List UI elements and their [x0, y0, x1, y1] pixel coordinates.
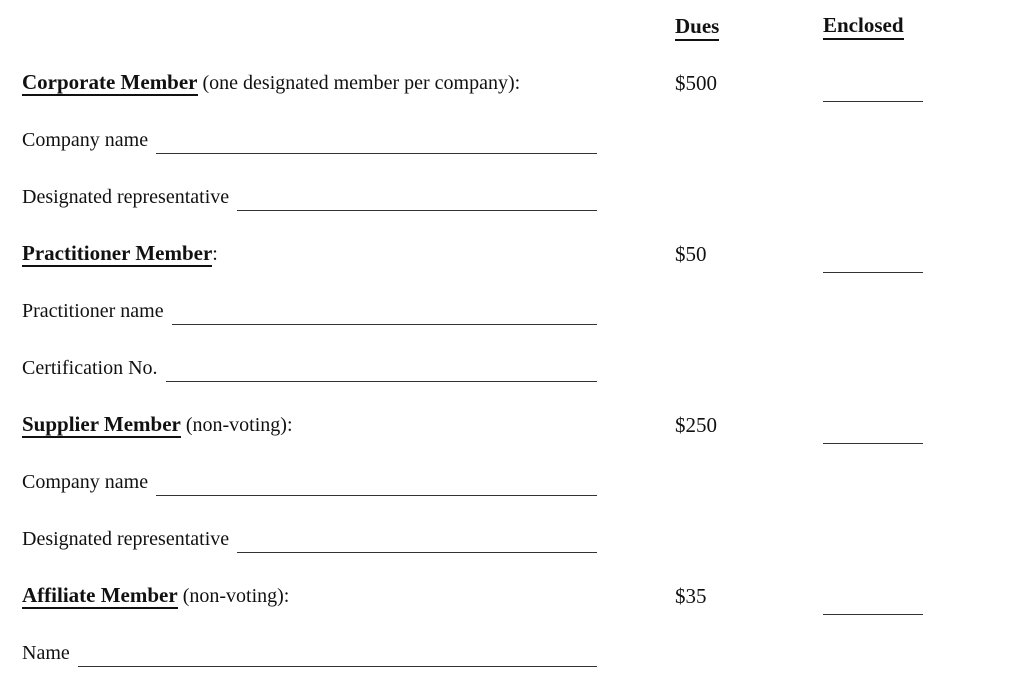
section-qualifier-supplier: (non-voting): — [180, 414, 293, 436]
dues-amount-affiliate: $35 — [675, 584, 707, 608]
section-heading-row-supplier — [0, 411, 1023, 468]
fill-in-line-designated-representative — [237, 525, 597, 553]
field-row — [0, 126, 1023, 183]
section-qualifier-affiliate: (non-voting): — [177, 585, 290, 607]
enclosed-blank-line-supplier — [823, 411, 923, 444]
field-row — [0, 525, 1023, 582]
field-label-company-name: Company name — [22, 471, 149, 493]
dues-amount-supplier: $250 — [675, 413, 717, 437]
section-qualifier-practitioner: : — [212, 243, 218, 265]
fill-in-line-designated-representative — [237, 183, 597, 211]
field-label-designated-representative: Designated representative — [22, 186, 230, 208]
dues-column-header: Dues — [675, 13, 719, 41]
section-heading-row-practitioner — [0, 240, 1023, 297]
fill-in-line-company-name — [156, 468, 597, 496]
column-header-row — [0, 12, 1023, 69]
field-label-practitioner-name: Practitioner name — [22, 300, 164, 322]
enclosed-blank-line-affiliate — [823, 582, 923, 615]
field-label-certification-no: Certification No. — [22, 357, 158, 379]
section-title-affiliate: Affiliate Member — [22, 583, 178, 607]
fill-in-line-practitioner-name — [172, 297, 597, 325]
enclosed-blank-line-corporate — [823, 69, 923, 102]
field-label-name: Name — [22, 642, 70, 664]
enclosed-blank-line-practitioner — [823, 240, 923, 273]
field-label-designated-representative: Designated representative — [22, 528, 230, 550]
dues-amount-practitioner: $50 — [675, 242, 707, 266]
enclosed-column-header: Enclosed — [823, 12, 904, 40]
dues-amount-corporate: $500 — [675, 71, 717, 95]
fill-in-line-company-name — [156, 126, 597, 154]
section-qualifier-corporate: (one designated member per company): — [197, 72, 521, 94]
section-title-supplier: Supplier Member — [22, 412, 181, 436]
fill-in-line-name — [78, 639, 597, 667]
field-row — [0, 639, 1023, 684]
section-title-practitioner: Practitioner Member — [22, 241, 213, 265]
field-row — [0, 468, 1023, 525]
section-title-corporate: Corporate Member — [22, 70, 198, 94]
section-heading-row-affiliate — [0, 582, 1023, 639]
section-heading-row-corporate — [0, 69, 1023, 126]
fill-in-line-certification-no — [166, 354, 597, 382]
field-row — [0, 183, 1023, 240]
field-row — [0, 354, 1023, 411]
field-label-company-name: Company name — [22, 129, 149, 151]
field-row — [0, 297, 1023, 354]
